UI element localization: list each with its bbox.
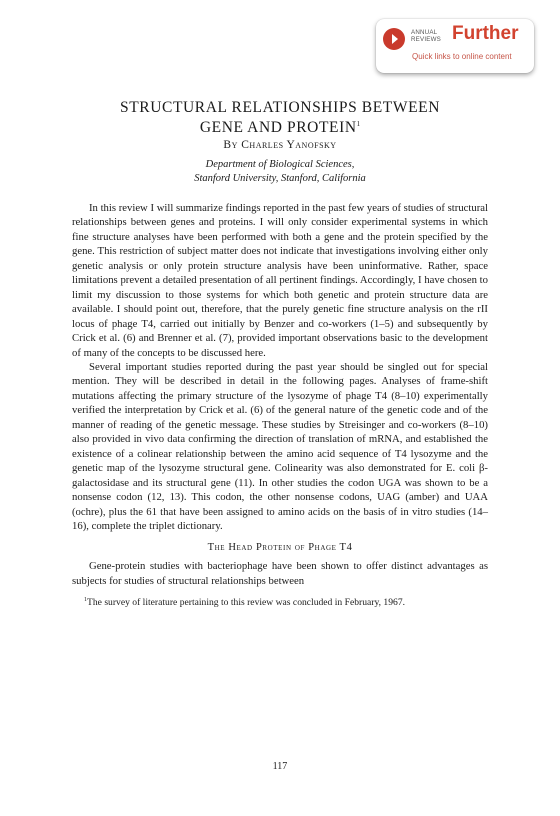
footnote-ref[interactable]: 1 — [356, 120, 361, 128]
paragraph-3: Gene-protein studies with bacteriophage have been shown to offer distinct advantages as subjects for studies of structural relationships between — [72, 560, 488, 587]
quick-links-text: Quick links to online content — [412, 52, 512, 61]
author-line: By Charles Yanofsky — [223, 139, 337, 151]
article-title: STRUCTURAL RELATIONSHIPS BETWEEN GENE AND PROTEIN$^1$ — [119, 99, 440, 137]
annual-reviews-logo: ANNUAL REVIEWS — [411, 29, 441, 43]
page-number: 117 — [272, 761, 288, 772]
further-badge[interactable] — [376, 19, 534, 73]
play-icon — [383, 28, 405, 50]
footnote: $^1$The survey of literature pertaining to this review was concluded in February, 1967. — [84, 597, 406, 609]
paragraph-2: Several important studies reported during the past year should be singled out for special mention. They will be described in detail in the following pages. Analyses of frame-shift mutations affecting the primary structure of the lysozyme of phage T4 (8–10) experimentally verified the interpretation by Crick et al. (6) of the general nature of the genetic code and of the manner of reading of the genetic message. These studies by Streisinger and co-workers (8–10) also provided in vivo data confirming the direction of translation of mRNA, and established the existence of a colinear relationship between the amino acid sequence of T4 lysozyme and the genetic map of the lysozyme structural gene. Colinearity was also demonstrated for E. coli β-galactosidase and its structural gene (11). In other studies the codon UGA was shown to be a nonsense codon (12, 13). This codon, the other nonsense codons, UAG (amber) and UAA (ochre), plus the 61 that have been assigned to amino acids on the basis of in vitro studies (14–16), complete the triplet dictionary. — [72, 360, 488, 532]
paragraph-1: In this review I will summarize findings reported in the past few years of studies of structural relationships between genes and proteins. I will only consider experimental systems in which fine structure analyses have been performed with both a gene and the protein specified by the gene. This restriction of subject matter does not indicate that investigations involving either only genetic analysis or only protein structure analysis have been uninformative. Rather, space limitations prevent a detailed presentation of all pertinent findings. Accordingly, I have chosen to limit my discussion to those systems for which both genetic and protein structure data are available. I should point out, therefore, that the purely genetic fine structure analysis on the rII locus of phage T4, carried out initially by Benzer and co-workers (1–5) and subsequently by Crick et al. (6) and Brenner et al. (7), provided important observations basic to the development of many of the concepts to be discussed here. — [72, 202, 488, 359]
section-heading: The Head Protein of Phage T4 — [207, 542, 353, 554]
further-label: Further — [452, 23, 519, 44]
article-body — [72, 201, 488, 610]
affiliation: Department of Biological Sciences, Stanford University, Stanford, California — [194, 159, 366, 184]
